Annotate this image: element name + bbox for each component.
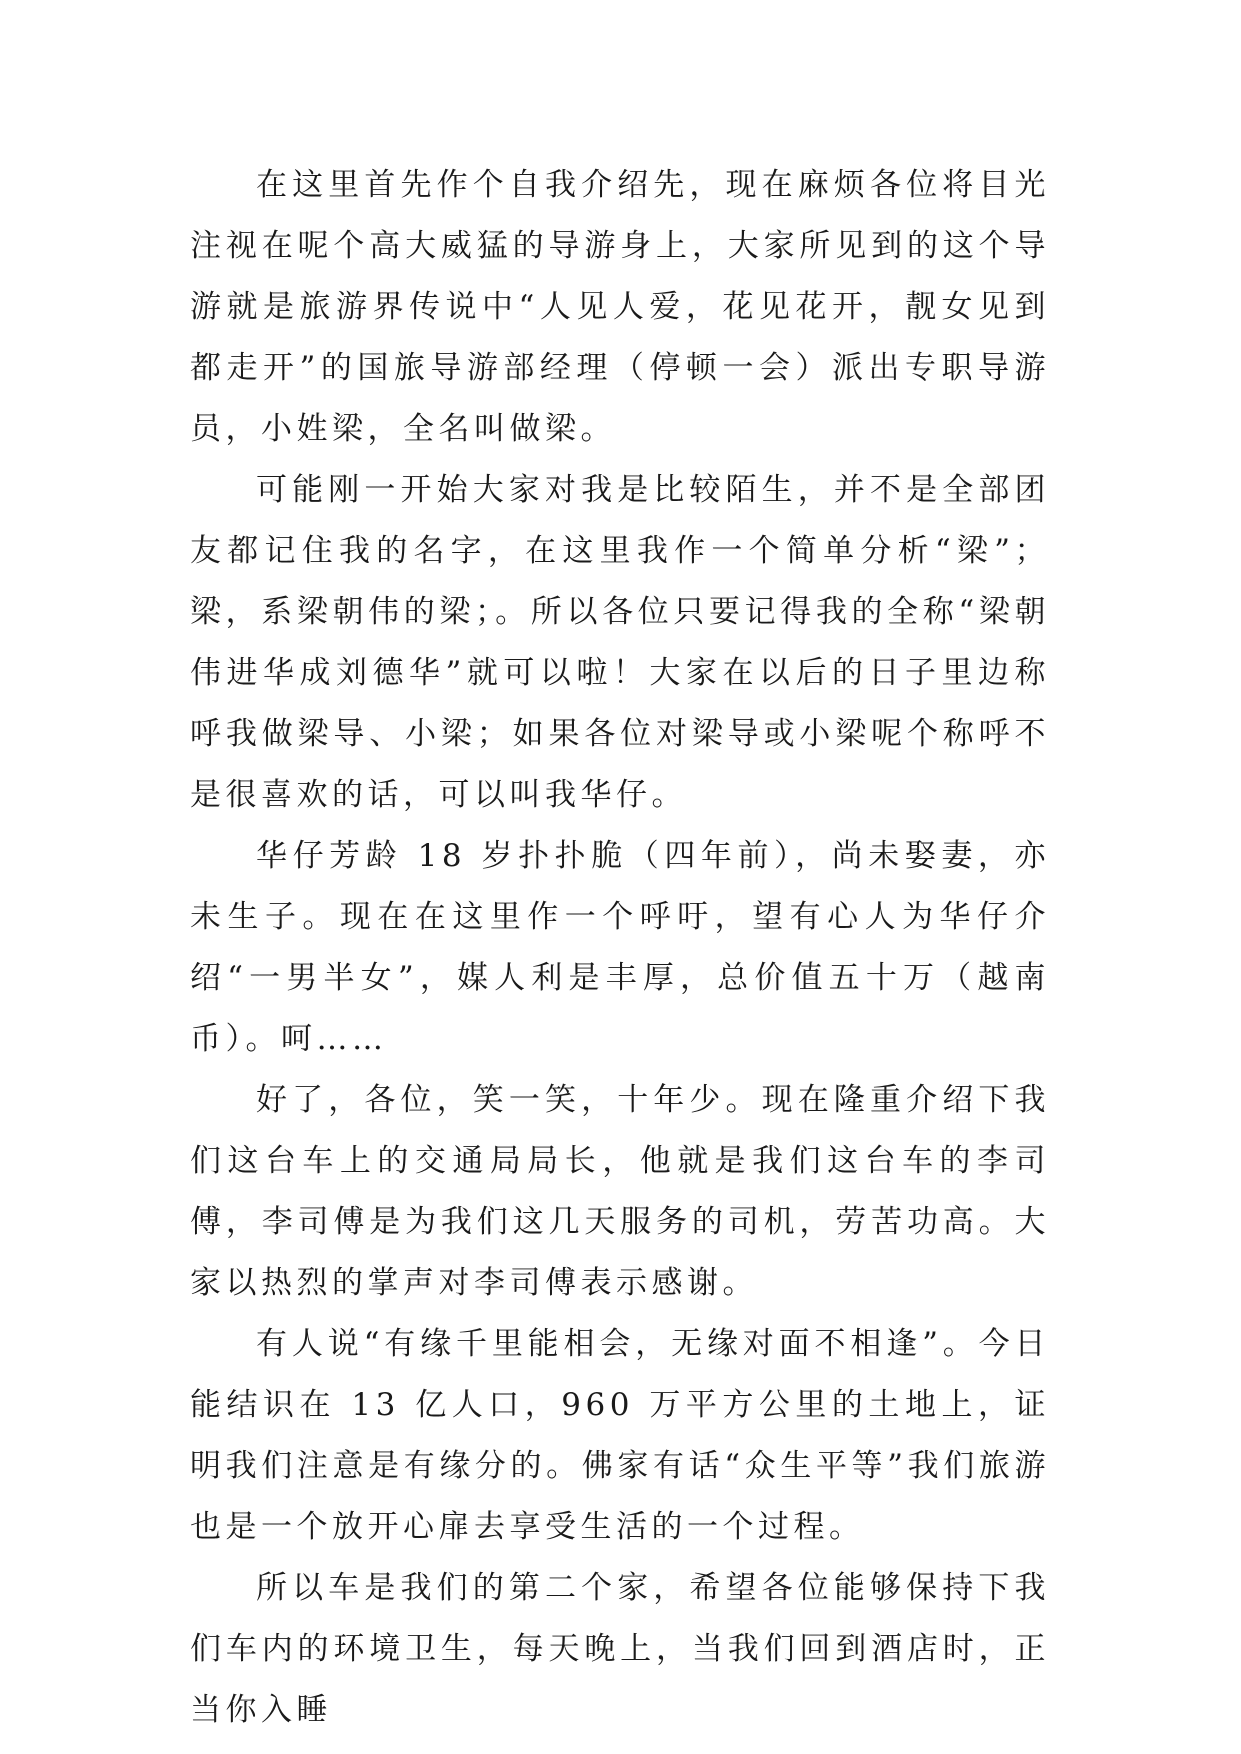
paragraph-fate-meeting: 有人说“有缘千里能相会，无缘对面不相逢”。今日能结识在 13 亿人口，960 万平方公里的土地上，证明我们注意是有缘分的。佛家有话“众生平等”我们旅游也是一个放开心扉去享受生活的一个过程。 [190,1326,1050,1545]
paragraph-personal-details: 华仔芳龄 18 岁扑扑脆（四年前），尚未娶妻，亦未生子。现在在这里作一个呼吁，望有心人为华仔介绍“一男半女”，媒人利是丰厚，总价值五十万（越南币）。呵…… [190,838,1050,1057]
document-body [190,155,1050,1741]
paragraph-vehicle-hygiene: 所以车是我们的第二个家，希望各位能够保持下我们车内的环境卫生，每天晚上，当我们回到酒店时，正当你入睡 [190,1570,1050,1728]
paragraph-driver-introduction: 好了，各位，笑一笑，十年少。现在隆重介绍下我们这台车上的交通局局长，他就是我们这台车的李司傅，李司傅是为我们这几天服务的司机，劳苦功高。大家以热烈的掌声对李司傅表示感谢。 [190,1082,1050,1301]
paragraph-name-explanation: 可能刚一开始大家对我是比较陌生，并不是全部团友都记住我的名字，在这里我作一个简单分析“梁”；梁，系梁朝伟的梁；。所以各位只要记得我的全称“梁朝伟进华成刘德华”就可以啦！大家在以后的日子里边称呼我做梁导、小梁；如果各位对梁导或小梁呢个称呼不是很喜欢的话，可以叫我华仔。 [190,472,1050,813]
paragraph-self-introduction: 在这里首先作个自我介绍先，现在麻烦各位将目光注视在呢个高大威猛的导游身上，大家所见到的这个导游就是旅游界传说中“人见人爱，花见花开，靓女见到都走开”的国旅导游部经理（停顿一会）派出专职导游员，小姓梁，全名叫做梁。 [190,167,1050,447]
